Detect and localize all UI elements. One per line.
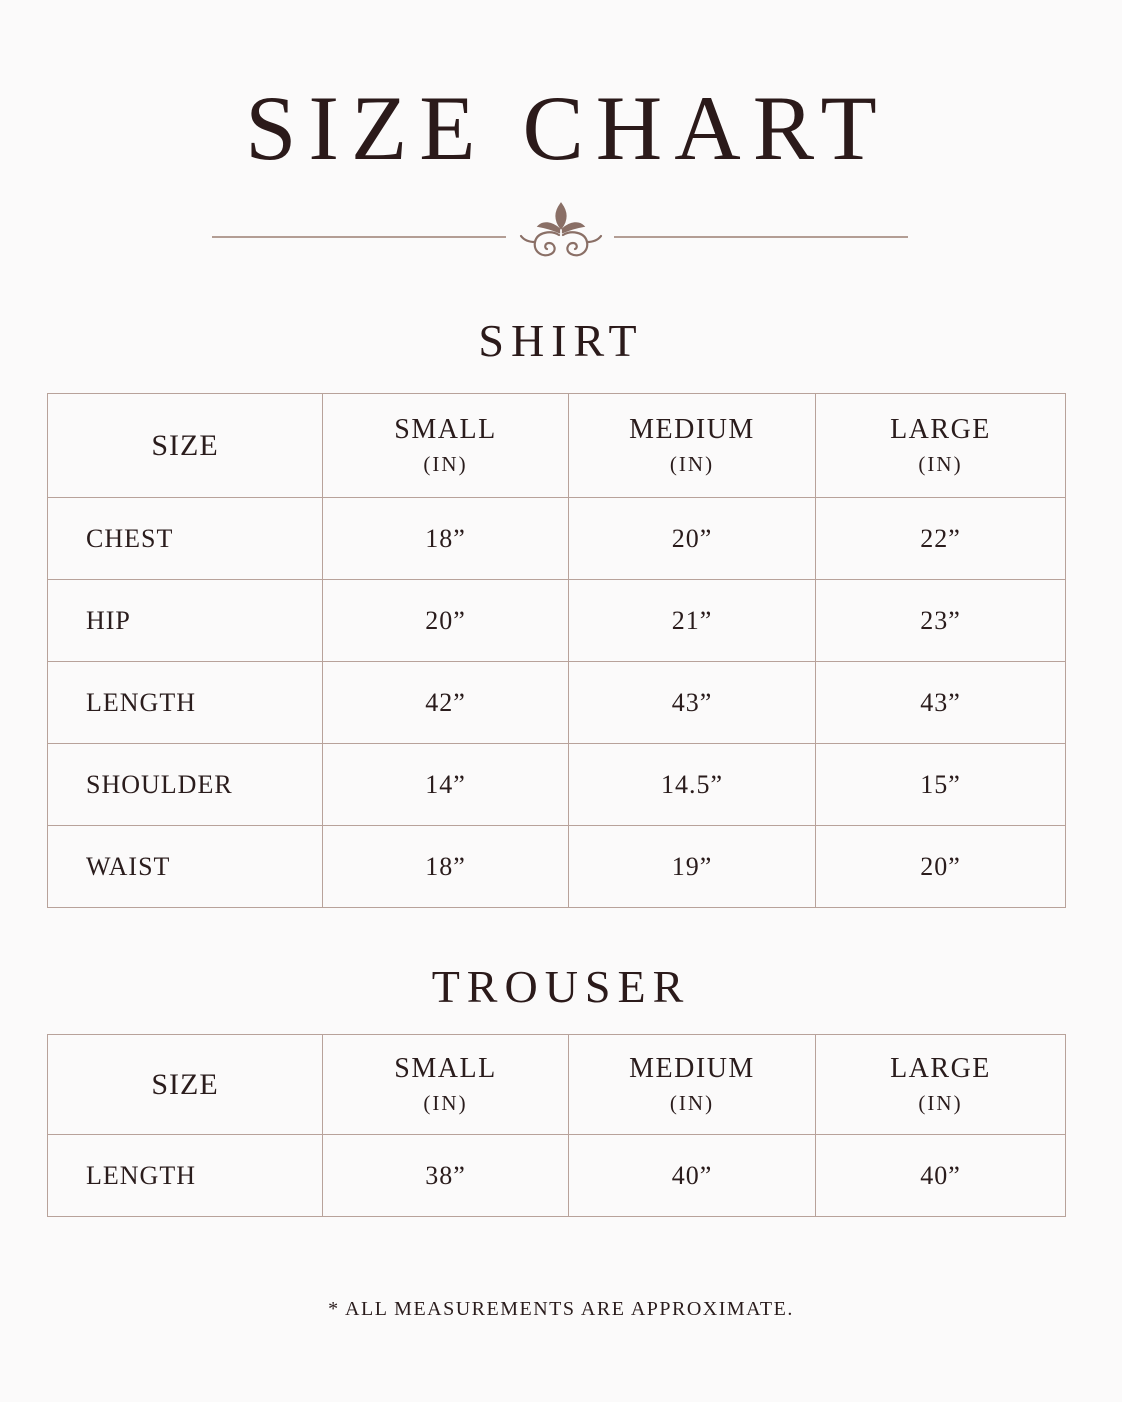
table-cell: 40” [816, 1135, 1066, 1217]
page-title: SIZE CHART [245, 77, 889, 179]
table-cell: 20” [816, 826, 1066, 908]
table-cell: 20” [569, 498, 816, 580]
trouser-header-medium [569, 1035, 816, 1135]
table-cell: 19” [569, 826, 816, 908]
table-cell: 43” [816, 662, 1066, 744]
table-row [48, 498, 1066, 580]
column-unit: (IN) [423, 1090, 468, 1115]
table-row [48, 580, 1066, 662]
column-unit: (IN) [669, 451, 715, 476]
shirt-header-row [48, 394, 1066, 498]
trouser-header-large [816, 1035, 1066, 1135]
table-cell: 38” [323, 1135, 569, 1217]
footnote: * ALL MEASUREMENTS ARE APPROXIMATE. [328, 1298, 794, 1320]
column-unit: (IN) [918, 451, 963, 476]
column-name: SMALL [394, 413, 497, 445]
column-name: MEDIUM [629, 413, 755, 445]
column-unit: (IN) [423, 451, 468, 476]
table-row [48, 744, 1066, 826]
table-row [48, 1135, 1066, 1217]
table-cell: 21” [569, 580, 816, 662]
table-cell: 14” [323, 744, 569, 826]
table-cell: 22” [816, 498, 1066, 580]
shirt-size-header: SIZE [48, 394, 323, 498]
column-name: LARGE [890, 1052, 991, 1084]
column-name: MEDIUM [629, 1052, 755, 1084]
table-cell: 43” [569, 662, 816, 744]
shirt-size-table [47, 393, 1066, 908]
table-cell: 15” [816, 744, 1066, 826]
table-cell: 14.5” [569, 744, 816, 826]
row-label: HIP [48, 580, 323, 662]
table-cell: 23” [816, 580, 1066, 662]
lotus-ornament-icon [519, 202, 603, 262]
column-name: LARGE [890, 413, 991, 445]
divider-left [212, 236, 506, 238]
trouser-header-small [323, 1035, 569, 1135]
shirt-header-small [323, 394, 569, 498]
table-row [48, 662, 1066, 744]
trouser-header-row [48, 1035, 1066, 1135]
row-label: SHOULDER [48, 744, 323, 826]
table-row [48, 826, 1066, 908]
trouser-size-header: SIZE [48, 1035, 323, 1135]
column-unit: (IN) [918, 1090, 963, 1115]
column-unit: (IN) [669, 1090, 715, 1115]
table-cell: 18” [323, 826, 569, 908]
row-label: CHEST [48, 498, 323, 580]
shirt-section-title: SHIRT [478, 315, 644, 366]
row-label: WAIST [48, 826, 323, 908]
row-label: LENGTH [48, 662, 323, 744]
trouser-section-title: TROUSER [431, 961, 691, 1012]
table-cell: 20” [323, 580, 569, 662]
column-name: SMALL [394, 1052, 497, 1084]
trouser-size-table [47, 1034, 1066, 1217]
shirt-header-large [816, 394, 1066, 498]
table-cell: 42” [323, 662, 569, 744]
table-cell: 18” [323, 498, 569, 580]
table-cell: 40” [569, 1135, 816, 1217]
row-label: LENGTH [48, 1135, 323, 1217]
divider-right [614, 236, 908, 238]
shirt-header-medium [569, 394, 816, 498]
